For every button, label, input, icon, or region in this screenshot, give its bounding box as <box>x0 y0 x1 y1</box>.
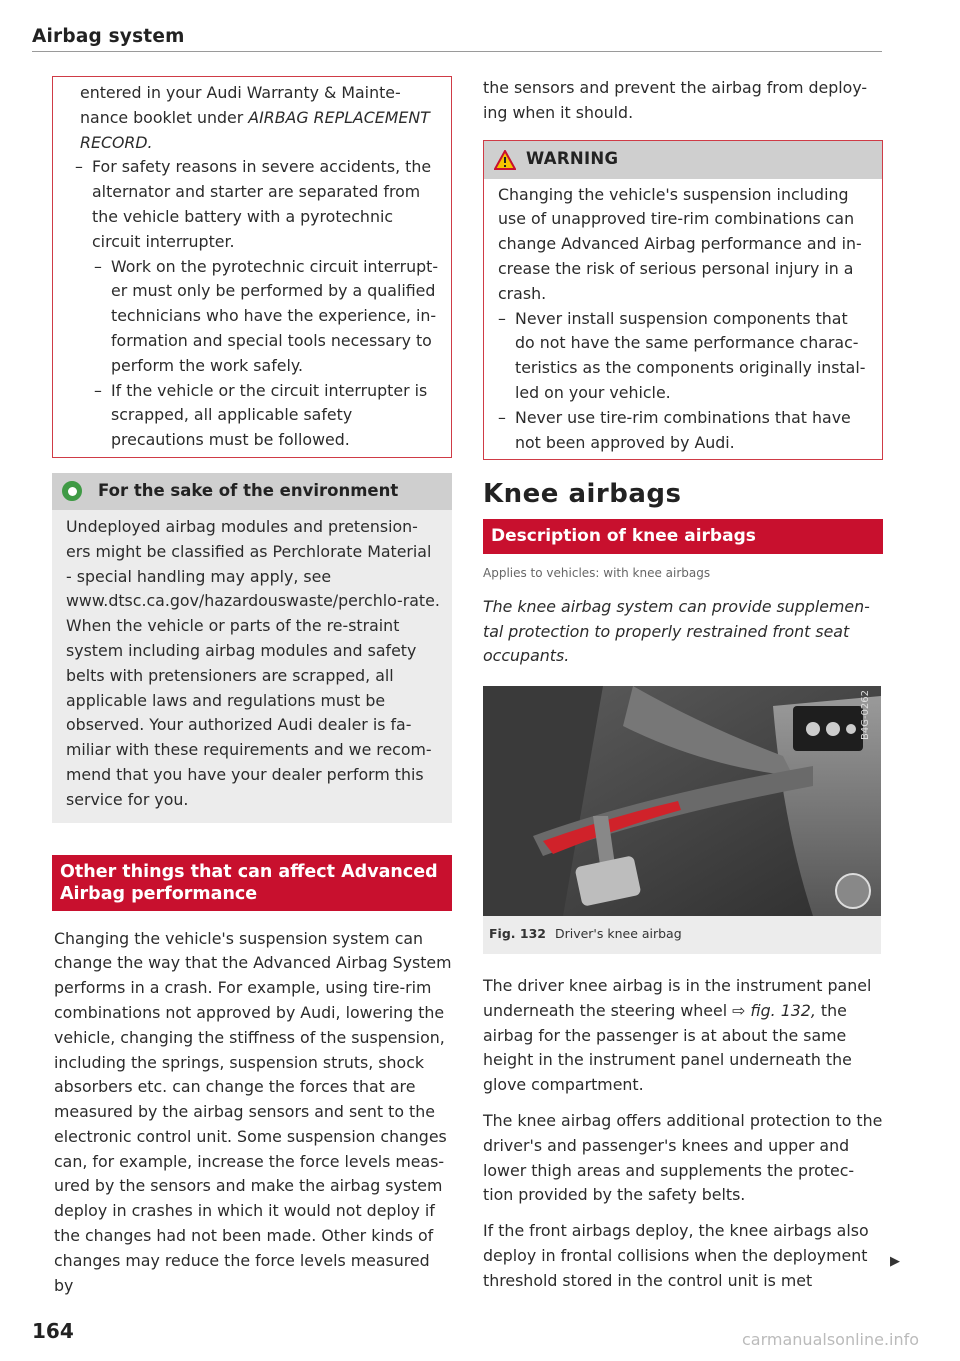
continued-text: the sensors and prevent the airbag from deploy-ing when it should. <box>483 78 868 122</box>
knee-airbags-heading: Knee airbags <box>483 479 682 510</box>
paragraph-location: The driver knee airbag is in the instrument panel underneath the steering wheel ⇨ fig. 132, the airbag for the passenger is at about the same height in the instrument panel underneath the glove compartment. <box>483 975 872 1095</box>
left-column <box>52 76 452 1298</box>
paragraph-deployment: If the front airbags deploy, the knee airbags also deploy in frontal collisions when the deployment threshold stored in the control unit is met <box>483 1221 869 1290</box>
continue-arrow-icon: ▶ <box>890 1254 900 1269</box>
warning-item-tire-rim: – Never use tire-rim combinations that have not been approved by Audi. <box>498 406 870 456</box>
warning-text: Changing the vehicle's suspension including use of unapproved tire-rim combinations can change Advanced Airbag performance and in-crease the risk of serious personal injury in a crash. <box>498 184 862 303</box>
figure-caption-text: Driver's knee airbag <box>554 926 682 942</box>
environment-header <box>52 473 452 510</box>
knee-airbag-illustration <box>483 686 881 916</box>
airbag-replacement-box <box>52 76 452 458</box>
warning-item-suspension: – Never install suspension components that do not have the same performance charac-teristics as the components originally instal-led on your vehicle. <box>498 307 870 406</box>
intro-text: The knee airbag system can provide supplemen-tal protection to properly restrained front seat occupants. <box>483 596 870 666</box>
warning-box <box>483 140 883 461</box>
section-body: Changing the vehicle's suspension system can change the way that the Advanced Airbag System performs in a crash. For example, using tire-rim combinations not approved by Audi, lowering the vehicle, changing the stiffness of the suspension, including the springs, suspension struts, shock absorbers etc. can change the forces that are measured by the airbag sensors and sent to the electronic control unit. Some suspension changes can, for example, increase the force levels meas-ured by the sensors and make the airbag system deploy in crashes in which it would not deploy if the changes had not been made. Other kinds of changes may reduce the force levels measured by <box>54 928 452 1295</box>
warning-body <box>484 179 882 460</box>
warning-header <box>484 141 882 179</box>
knee-airbags-subheading: Description of knee airbags <box>483 519 883 554</box>
page-title: Airbag system <box>32 26 185 47</box>
section-title-advanced-airbag: Other things that can affect Advanced Airbag performance <box>52 855 452 911</box>
environment-body: Undeployed airbag modules and pretension-ers might be classified as Perchlorate Material - special handling may apply, see www.dtsc.ca.gov/hazardouswaste/perchlo-rate. When the vehicle or parts of the re-straint system including airbag modules and safety belts with pretensioners are scrapped, all applicable laws and regulations must be observed. Your authorized Audi dealer is fa-miliar with these requirements and we recom-mend that you have your dealer perform this service for you. <box>66 516 440 809</box>
scrapped-item: – If the vehicle or the circuit interrupter is scrapped, all applicable safety precautions must be followed. <box>94 379 441 453</box>
right-column <box>483 76 883 1305</box>
warning-title: WARNING <box>526 149 619 169</box>
header-rule <box>32 51 882 52</box>
paragraph-protection: The knee airbag offers additional protection to the driver's and passenger's knees and upper and lower thigh areas and supplements the protec-tion provided by the safety belts. <box>483 1110 883 1205</box>
figure-label: Fig. 132 <box>489 926 546 942</box>
figure-reference-link[interactable]: ⇨ fig. 132, <box>732 1000 816 1020</box>
page-number: 164 <box>32 1319 74 1343</box>
figure-id: B4G-0262 <box>860 690 872 741</box>
watermark: carmanualsonline.info <box>742 1330 920 1349</box>
qualified-technicians-item: – Work on the pyrotechnic circuit interrupt-er must only be performed by a qualified technicians who have the experience, in-formation and special tools necessary to perform the work safely. <box>94 255 441 379</box>
warning-triangle-icon <box>494 150 516 170</box>
figure-caption <box>483 916 881 954</box>
box-intro: entered in your Audi Warranty & Mainte-nance booklet under AIRBAG REPLACEMENT RECORD. <box>80 83 430 152</box>
circuit-interrupter-item: – For safety reasons in severe accidents, the alternator and starter are separated from the vehicle battery with a pyrotechnic circuit interrupter. <box>75 155 441 254</box>
environment-icon <box>62 481 82 501</box>
environment-title: For the sake of the environment <box>98 481 399 501</box>
environment-box <box>52 473 452 823</box>
knee-airbag-figure <box>483 686 881 916</box>
page-header <box>32 26 882 47</box>
applies-to: Applies to vehicles: with knee airbags <box>483 565 711 580</box>
